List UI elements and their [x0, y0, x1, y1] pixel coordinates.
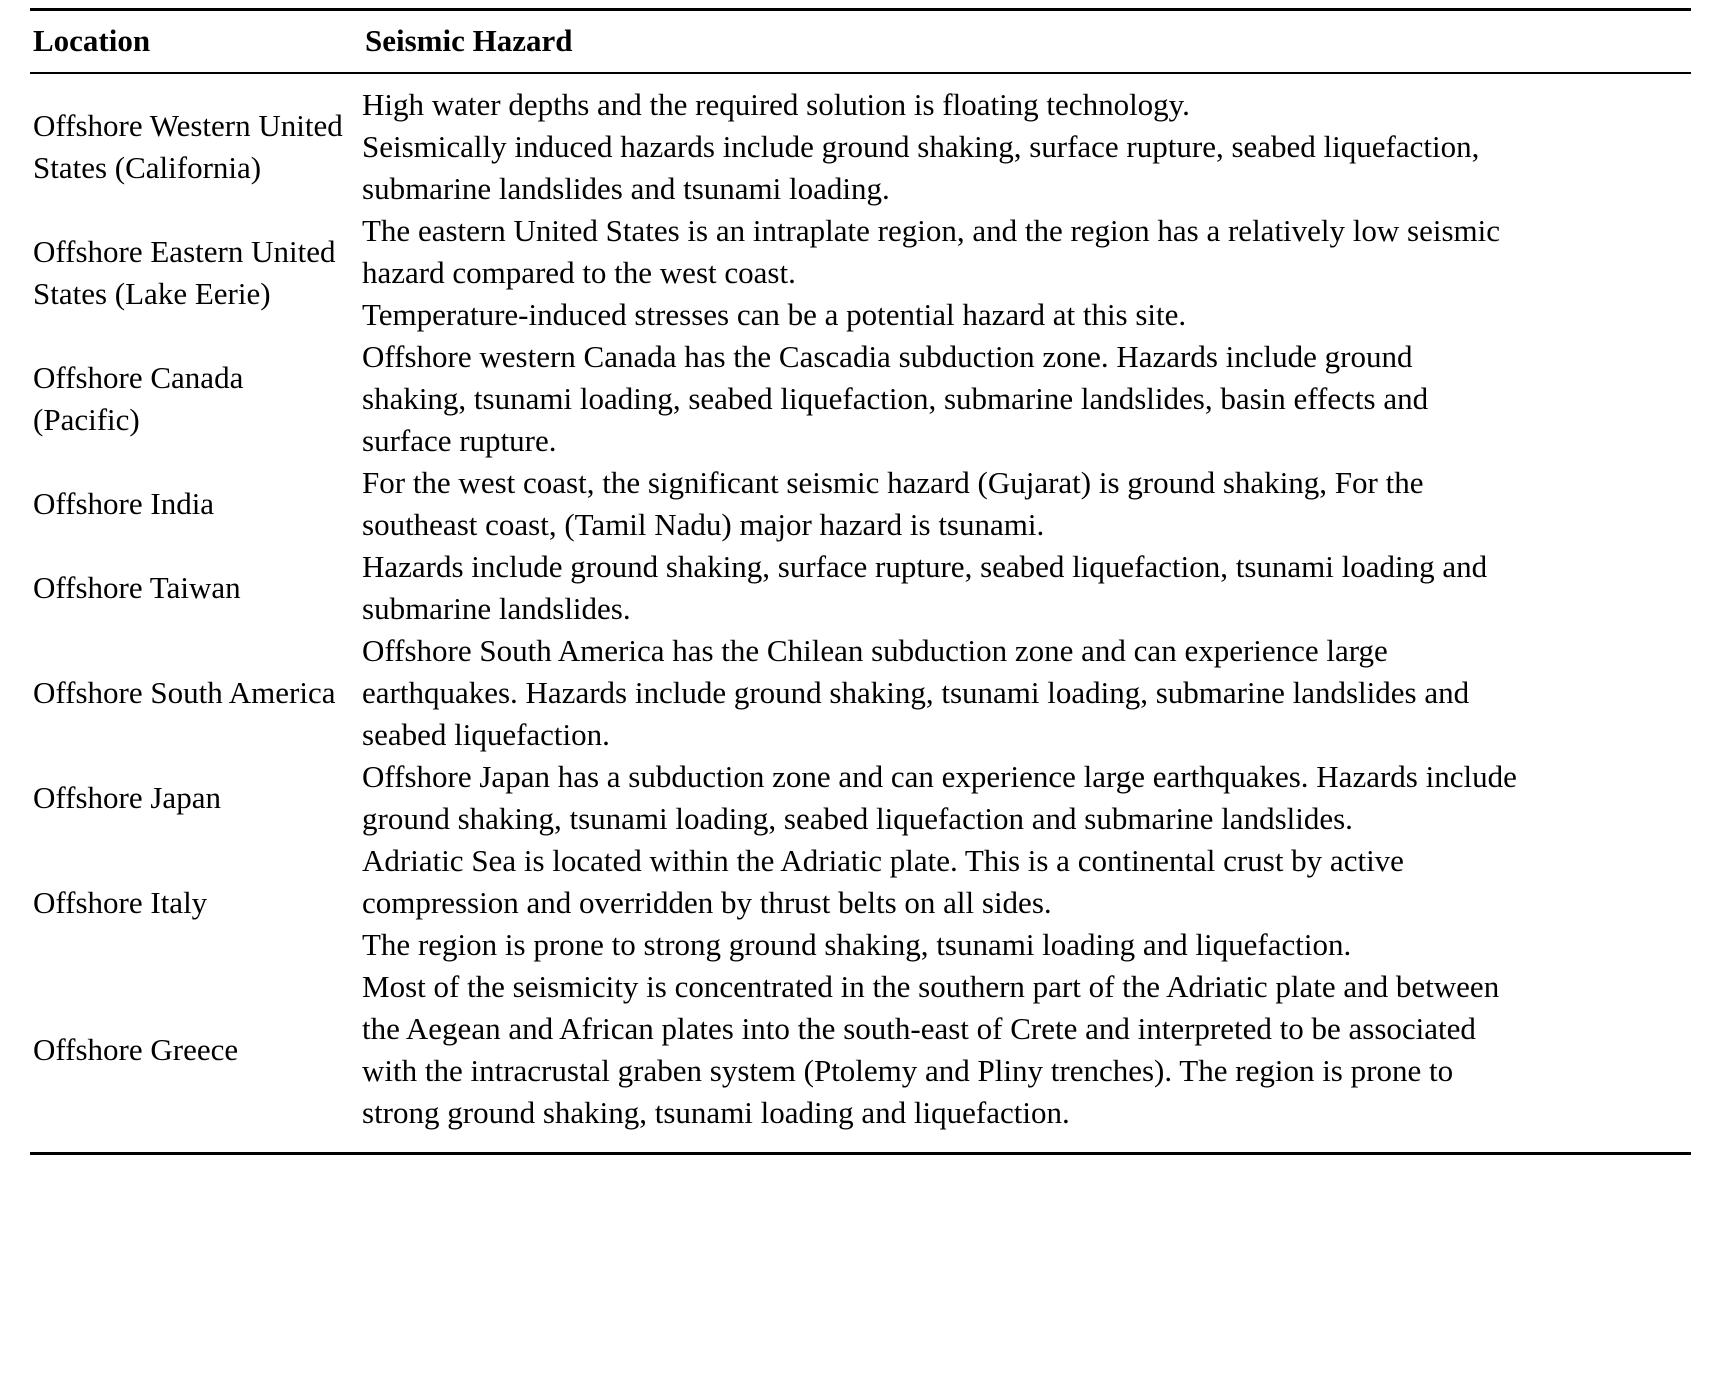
- location-cell: Offshore Taiwan: [33, 570, 241, 605]
- table-row: [30, 630, 1691, 756]
- location-cell: Offshore Italy: [33, 885, 208, 920]
- hazard-cell: Most of the seismicity is concentrated in the southern part of the Adriatic plate and between the Aegean and African plates into the south-east of Crete and interpreted to be associated with the intracrustal graben system (Ptolemy and Pliny trenches). The region is prone to strong ground shaking, tsunami loading and liquefaction.: [362, 969, 1500, 1130]
- location-cell: Offshore India: [33, 486, 215, 521]
- table-row: [30, 546, 1691, 630]
- table-row: [30, 462, 1691, 546]
- seismic-hazard-table: [30, 8, 1691, 1155]
- location-cell: Offshore Eastern United States (Lake Eerie): [33, 234, 336, 311]
- hazard-cell: Offshore South America has the Chilean subduction zone and can experience large earthquakes. Hazards include ground shaking, tsunami loading, submarine landslides and seabed liquefaction.: [362, 633, 1470, 752]
- table-row: [30, 966, 1691, 1154]
- hazard-cell: Offshore western Canada has the Cascadia subduction zone. Hazards include ground shaking, tsunami loading, seabed liquefaction, submarine landslides, basin effects and surface rupture.: [362, 339, 1429, 458]
- location-cell: Offshore Japan: [33, 780, 221, 815]
- table-row: [30, 756, 1691, 840]
- hazard-cell: The eastern United States is an intraplate region, and the region has a relatively low seismic hazard compared to the west coast. Temperature-induced stresses can be a potential hazard at this site.: [362, 213, 1501, 332]
- location-cell: Offshore Greece: [33, 1032, 239, 1067]
- hazard-cell: Hazards include ground shaking, surface rupture, seabed liquefaction, tsunami loading and submarine landslides.: [362, 549, 1488, 626]
- location-cell: Offshore Western United States (California): [33, 108, 343, 185]
- table-row: [30, 210, 1691, 336]
- hazard-cell: High water depths and the required solution is floating technology. Seismically induced hazards include ground shaking, surface rupture, seabed liquefaction, submarine landslides and tsunami loading.: [362, 87, 1480, 206]
- hazard-cell: Offshore Japan has a subduction zone and can experience large earthquakes. Hazards include ground shaking, tsunami loading, seabed liquefaction and submarine landslides.: [362, 759, 1517, 836]
- location-cell: Offshore South America: [33, 675, 336, 710]
- column-header-location: Location: [30, 10, 362, 74]
- location-cell: Offshore Canada (Pacific): [33, 360, 244, 437]
- header-row: [30, 10, 1691, 74]
- table-row: [30, 840, 1691, 966]
- column-header-seismic-hazard: Seismic Hazard: [362, 10, 1691, 74]
- hazard-cell: For the west coast, the significant seismic hazard (Gujarat) is ground shaking, For the southeast coast, (Tamil Nadu) major hazard is tsunami.: [362, 465, 1424, 542]
- table-row: [30, 336, 1691, 462]
- hazard-cell: Adriatic Sea is located within the Adriatic plate. This is a continental crust by active compression and overridden by thrust belts on all sides. The region is prone to strong ground shaking, tsunami loading and liquefaction.: [362, 843, 1404, 962]
- table-row: [30, 73, 1691, 210]
